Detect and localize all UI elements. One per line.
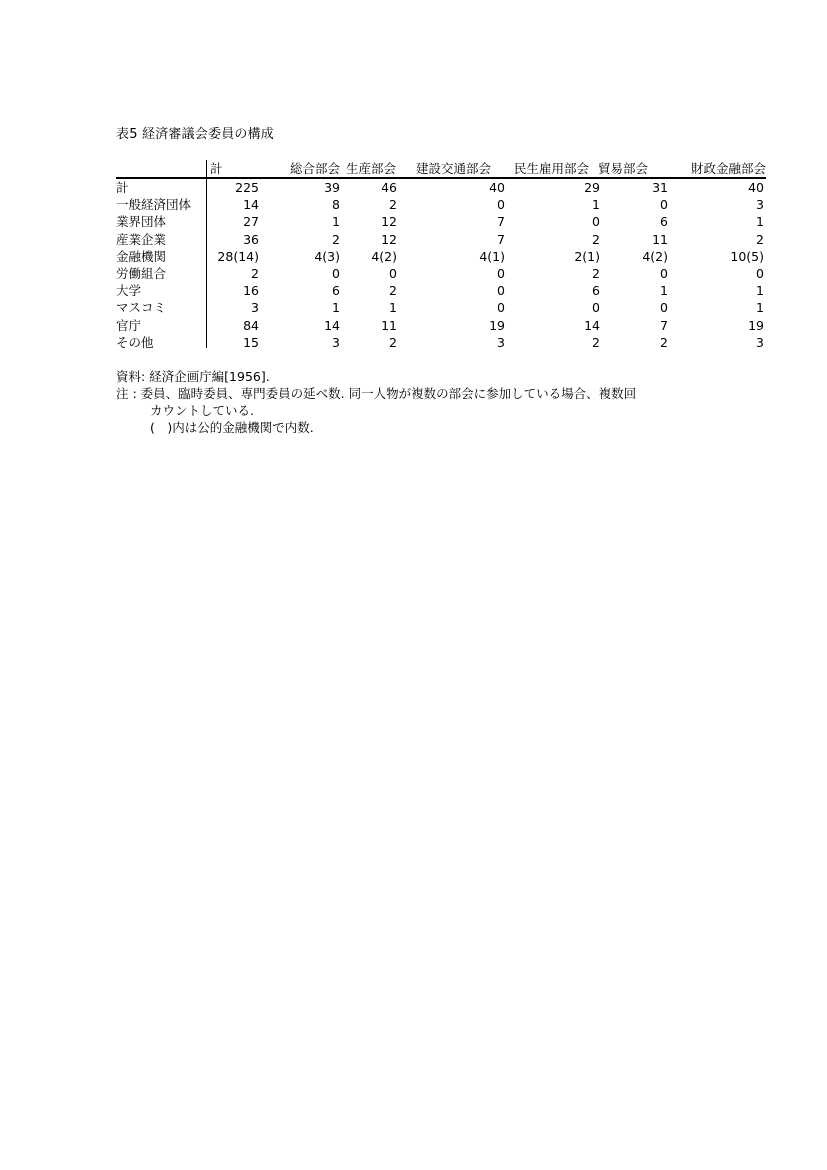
- table-cell: 4(1): [479, 248, 505, 264]
- table-cell: 40: [748, 180, 764, 195]
- table-cell: 1: [389, 300, 397, 316]
- table-cell: 28(14): [217, 248, 259, 264]
- table-cell: 6: [660, 214, 668, 230]
- table-cell: 2(1): [574, 248, 600, 264]
- table-cell: 0: [592, 300, 600, 316]
- table-row: [116, 196, 766, 213]
- table-cell: 0: [497, 283, 505, 299]
- table-cell: 3: [251, 300, 259, 316]
- table-cell: 4(2): [371, 248, 397, 264]
- table-cell: 0: [332, 265, 340, 281]
- table-row: [116, 248, 766, 265]
- table-cell: 1: [756, 214, 764, 230]
- table-cell: 2: [592, 231, 600, 247]
- column-header: 総合部会: [289, 161, 340, 176]
- table-cell: 1: [332, 214, 340, 230]
- table-cell: 8: [332, 197, 340, 213]
- table-cell: 7: [660, 317, 668, 333]
- table-cell: 2: [592, 334, 600, 350]
- table-cell: 0: [497, 197, 505, 213]
- table-cell: 1: [332, 300, 340, 316]
- table-cell: 31: [652, 180, 668, 195]
- table-notes: [116, 368, 636, 436]
- table-row: [116, 282, 766, 299]
- table-cell: 4(3): [314, 248, 340, 264]
- table-cell: 225: [235, 180, 259, 195]
- table-title: 表5 経済審議会委員の構成: [116, 127, 275, 142]
- table-cell: 1: [756, 283, 764, 299]
- table-cell: 2: [389, 197, 397, 213]
- table-cell: 12: [381, 231, 397, 247]
- row-label: その他: [116, 334, 154, 350]
- table-cell: 1: [756, 300, 764, 316]
- table-cell: 10(5): [730, 248, 764, 264]
- footnote-continued: カウントしている.: [150, 403, 254, 418]
- column-header: 生産部会: [346, 161, 397, 176]
- row-label: 一般経済団体: [116, 197, 192, 213]
- column-header: 財政金融部会: [690, 161, 766, 176]
- table-cell: 0: [389, 265, 397, 281]
- table-cell: 15: [243, 334, 259, 350]
- table-cell: 84: [243, 317, 259, 333]
- table-cell: 14: [584, 317, 600, 333]
- table-cell: 0: [592, 214, 600, 230]
- table-cell: 0: [756, 265, 764, 281]
- table-cell: 0: [660, 300, 668, 316]
- table-cell: 0: [660, 197, 668, 213]
- row-label: 労働組合: [116, 265, 167, 281]
- table-cell: 11: [652, 231, 668, 247]
- table-row: [116, 334, 766, 351]
- row-label: 産業企業: [116, 231, 167, 247]
- table-cell: 2: [592, 265, 600, 281]
- table-row: [116, 317, 766, 334]
- footnote-parenthesis: ( )内は公的金融機関で内数.: [150, 420, 314, 435]
- table-cell: 2: [756, 231, 764, 247]
- table-row: [116, 265, 766, 282]
- table-cell: 46: [381, 180, 397, 195]
- table-row: [116, 179, 766, 196]
- table-cell: 16: [243, 283, 259, 299]
- table-cell: 2: [332, 231, 340, 247]
- table-cell: 7: [497, 214, 505, 230]
- row-label: 計: [116, 180, 129, 195]
- table-cell: 0: [660, 265, 668, 281]
- row-label: 官庁: [116, 317, 142, 333]
- composition-table: [116, 160, 766, 351]
- table-cell: 39: [324, 180, 340, 195]
- table-row: [116, 213, 766, 230]
- table-cell: 2: [389, 283, 397, 299]
- row-label: 業界団体: [116, 214, 167, 230]
- table-row: [116, 299, 766, 316]
- table-cell: 14: [243, 197, 259, 213]
- table-cell: 6: [592, 283, 600, 299]
- table-cell: 19: [748, 317, 764, 333]
- table-cell: 29: [584, 180, 600, 195]
- footnote: 注 : 委員、臨時委員、専門委員の延べ数. 同一人物が複数の部会に参加している場合、複数回: [116, 386, 637, 401]
- table-cell: 6: [332, 283, 340, 299]
- row-label: 金融機関: [116, 248, 167, 264]
- row-label: 大学: [116, 283, 142, 299]
- column-header: 民生雇用部会: [514, 161, 590, 176]
- table-cell: 14: [324, 317, 340, 333]
- table-cell: 11: [381, 317, 397, 333]
- column-header: 貿易部会: [598, 161, 649, 176]
- table-cell: 0: [497, 265, 505, 281]
- table-cell: 3: [497, 334, 505, 350]
- table-header-row: [116, 160, 766, 179]
- table-cell: 3: [756, 334, 764, 350]
- table-row: [116, 231, 766, 248]
- column-header: 計: [210, 161, 223, 176]
- table-cell: 2: [389, 334, 397, 350]
- table-cell: 1: [660, 283, 668, 299]
- column-header: 建設交通部会: [416, 161, 492, 176]
- table-cell: 36: [243, 231, 259, 247]
- table-cell: 19: [489, 317, 505, 333]
- table-cell: 0: [497, 300, 505, 316]
- table-cell: 2: [251, 265, 259, 281]
- table-cell: 1: [592, 197, 600, 213]
- table-cell: 40: [489, 180, 505, 195]
- table-vertical-rule: [206, 160, 207, 348]
- table-cell: 7: [497, 231, 505, 247]
- table-cell: 4(2): [642, 248, 668, 264]
- table-cell: 2: [660, 334, 668, 350]
- table-cell: 27: [243, 214, 259, 230]
- table-cell: 3: [332, 334, 340, 350]
- table-cell: 12: [381, 214, 397, 230]
- source-note: 資料: 経済企画庁編[1956].: [116, 369, 270, 384]
- row-label: マスコミ: [116, 300, 167, 316]
- table-cell: 3: [756, 197, 764, 213]
